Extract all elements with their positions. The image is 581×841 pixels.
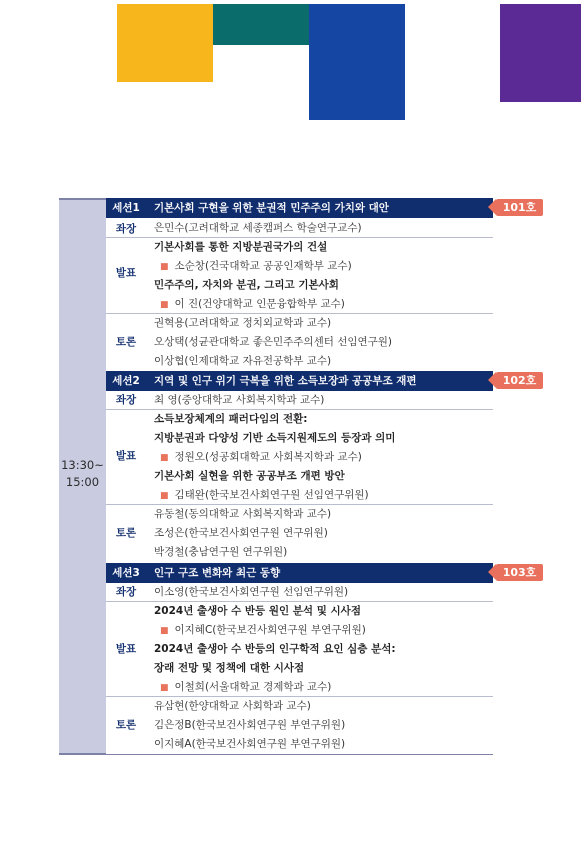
session-tag: 세션3 [112, 567, 140, 579]
discussant: 이상협(인제대학교 자유전공학부 교수) [154, 355, 332, 367]
session-3-header [106, 563, 493, 583]
presentation-title: 소득보장체계의 패러다임의 전환: [154, 413, 308, 425]
chair-name: 최 영(중앙대학교 사회복지학과 교수) [154, 394, 325, 406]
discussant: 권혁용(고려대학교 정치외교학과 교수) [154, 317, 332, 329]
presentation-title-cont: 장래 전망 및 정책에 대한 시사점 [154, 662, 305, 674]
presentation-title: 기본사회를 통한 지방분권국가의 건설 [154, 241, 328, 253]
chair-name: 은민수(고려대학교 세종캠퍼스 학술연구교수) [154, 222, 362, 234]
room-badge: 101호 [496, 199, 543, 216]
presentation-title: 기본사회 실현을 위한 공공부조 개편 방안 [154, 470, 345, 482]
discussant: 이지혜A(한국보건사회연구원 부연구위원) [154, 738, 346, 750]
discussion-label: 토론 [115, 719, 137, 731]
session-1-header [106, 198, 493, 218]
bullet-icon: ■ [160, 262, 169, 272]
presentation-title: 2024년 출생아 수 반등의 인구학적 요인 심층 분석: [154, 643, 396, 655]
discussant: 유동철(동의대학교 사회복지학과 교수) [154, 508, 332, 520]
room-badge: 102호 [496, 372, 543, 389]
presenter: ■ 소순창(건국대학교 공공인재학부 교수) [160, 260, 352, 272]
decor-block-purple [500, 4, 581, 102]
presenter: ■ 이 진(건양대학교 인문융합학부 교수) [160, 298, 345, 310]
chair-label: 좌장 [115, 586, 137, 598]
presenter: ■ 이지혜C(한국보건사회연구원 부연구위원) [160, 624, 366, 636]
session-tag: 세션2 [112, 375, 140, 387]
discussion-label: 토론 [115, 336, 137, 348]
discussant: 오상택(성균관대학교 좋은민주주의센터 선임연구원) [154, 336, 393, 348]
discussion-label: 토론 [115, 527, 137, 539]
session-title: 기본사회 구현을 위한 분권적 민주주의 가치와 대안 [154, 202, 389, 214]
session-title: 인구 구조 변화와 최근 동향 [154, 567, 281, 579]
presenter: ■ 김태완(한국보건사회연구원 선임연구위원) [160, 489, 369, 501]
session-2-header [106, 371, 493, 391]
presenter: ■ 이철희(서울대학교 경제학과 교수) [160, 681, 332, 693]
time-end: 15:00 [65, 475, 100, 489]
bullet-icon: ■ [160, 300, 169, 310]
room-badge: 103호 [496, 564, 543, 581]
discussant: 유삼현(한양대학교 사회학과 교수) [154, 700, 311, 712]
decor-block-teal [213, 4, 309, 45]
presentation-title: 2024년 출생아 수 반등 원인 분석 및 시사점 [154, 605, 361, 617]
discussant: 박경철(충남연구원 연구위원) [154, 546, 288, 558]
presentation-label: 발표 [115, 267, 137, 279]
table-bottom-border [106, 754, 493, 755]
presentation-title: 민주주의, 자치와 분권, 그리고 기본사회 [154, 279, 339, 291]
decor-block-yellow [117, 4, 213, 82]
bullet-icon: ■ [160, 491, 169, 501]
time-label [59, 457, 106, 491]
session-title: 지역 및 인구 위기 극복을 위한 소득보장과 공공부조 재편 [154, 375, 417, 387]
chair-label: 좌장 [115, 223, 137, 235]
discussant: 조성은(한국보건사회연구원 연구위원) [154, 527, 328, 539]
bullet-icon: ■ [160, 683, 169, 693]
time-start: 13:30~ [61, 458, 104, 472]
presentation-label: 발표 [115, 450, 137, 462]
session-tag: 세션1 [112, 202, 140, 214]
discussant: 김은정B(한국보건사회연구원 부연구위원) [154, 719, 346, 731]
chair-label: 좌장 [115, 394, 137, 406]
presenter: ■ 정원오(성공회대학교 사회복지학과 교수) [160, 451, 362, 463]
decor-block-blue [309, 4, 405, 120]
bullet-icon: ■ [160, 626, 169, 636]
presentation-title-cont: 지방분권과 다양성 기반 소득지원제도의 등장과 의미 [154, 432, 396, 444]
chair-name: 이소영(한국보건사회연구원 선임연구위원) [154, 586, 349, 598]
bullet-icon: ■ [160, 453, 169, 463]
presentation-label: 발표 [115, 643, 137, 655]
